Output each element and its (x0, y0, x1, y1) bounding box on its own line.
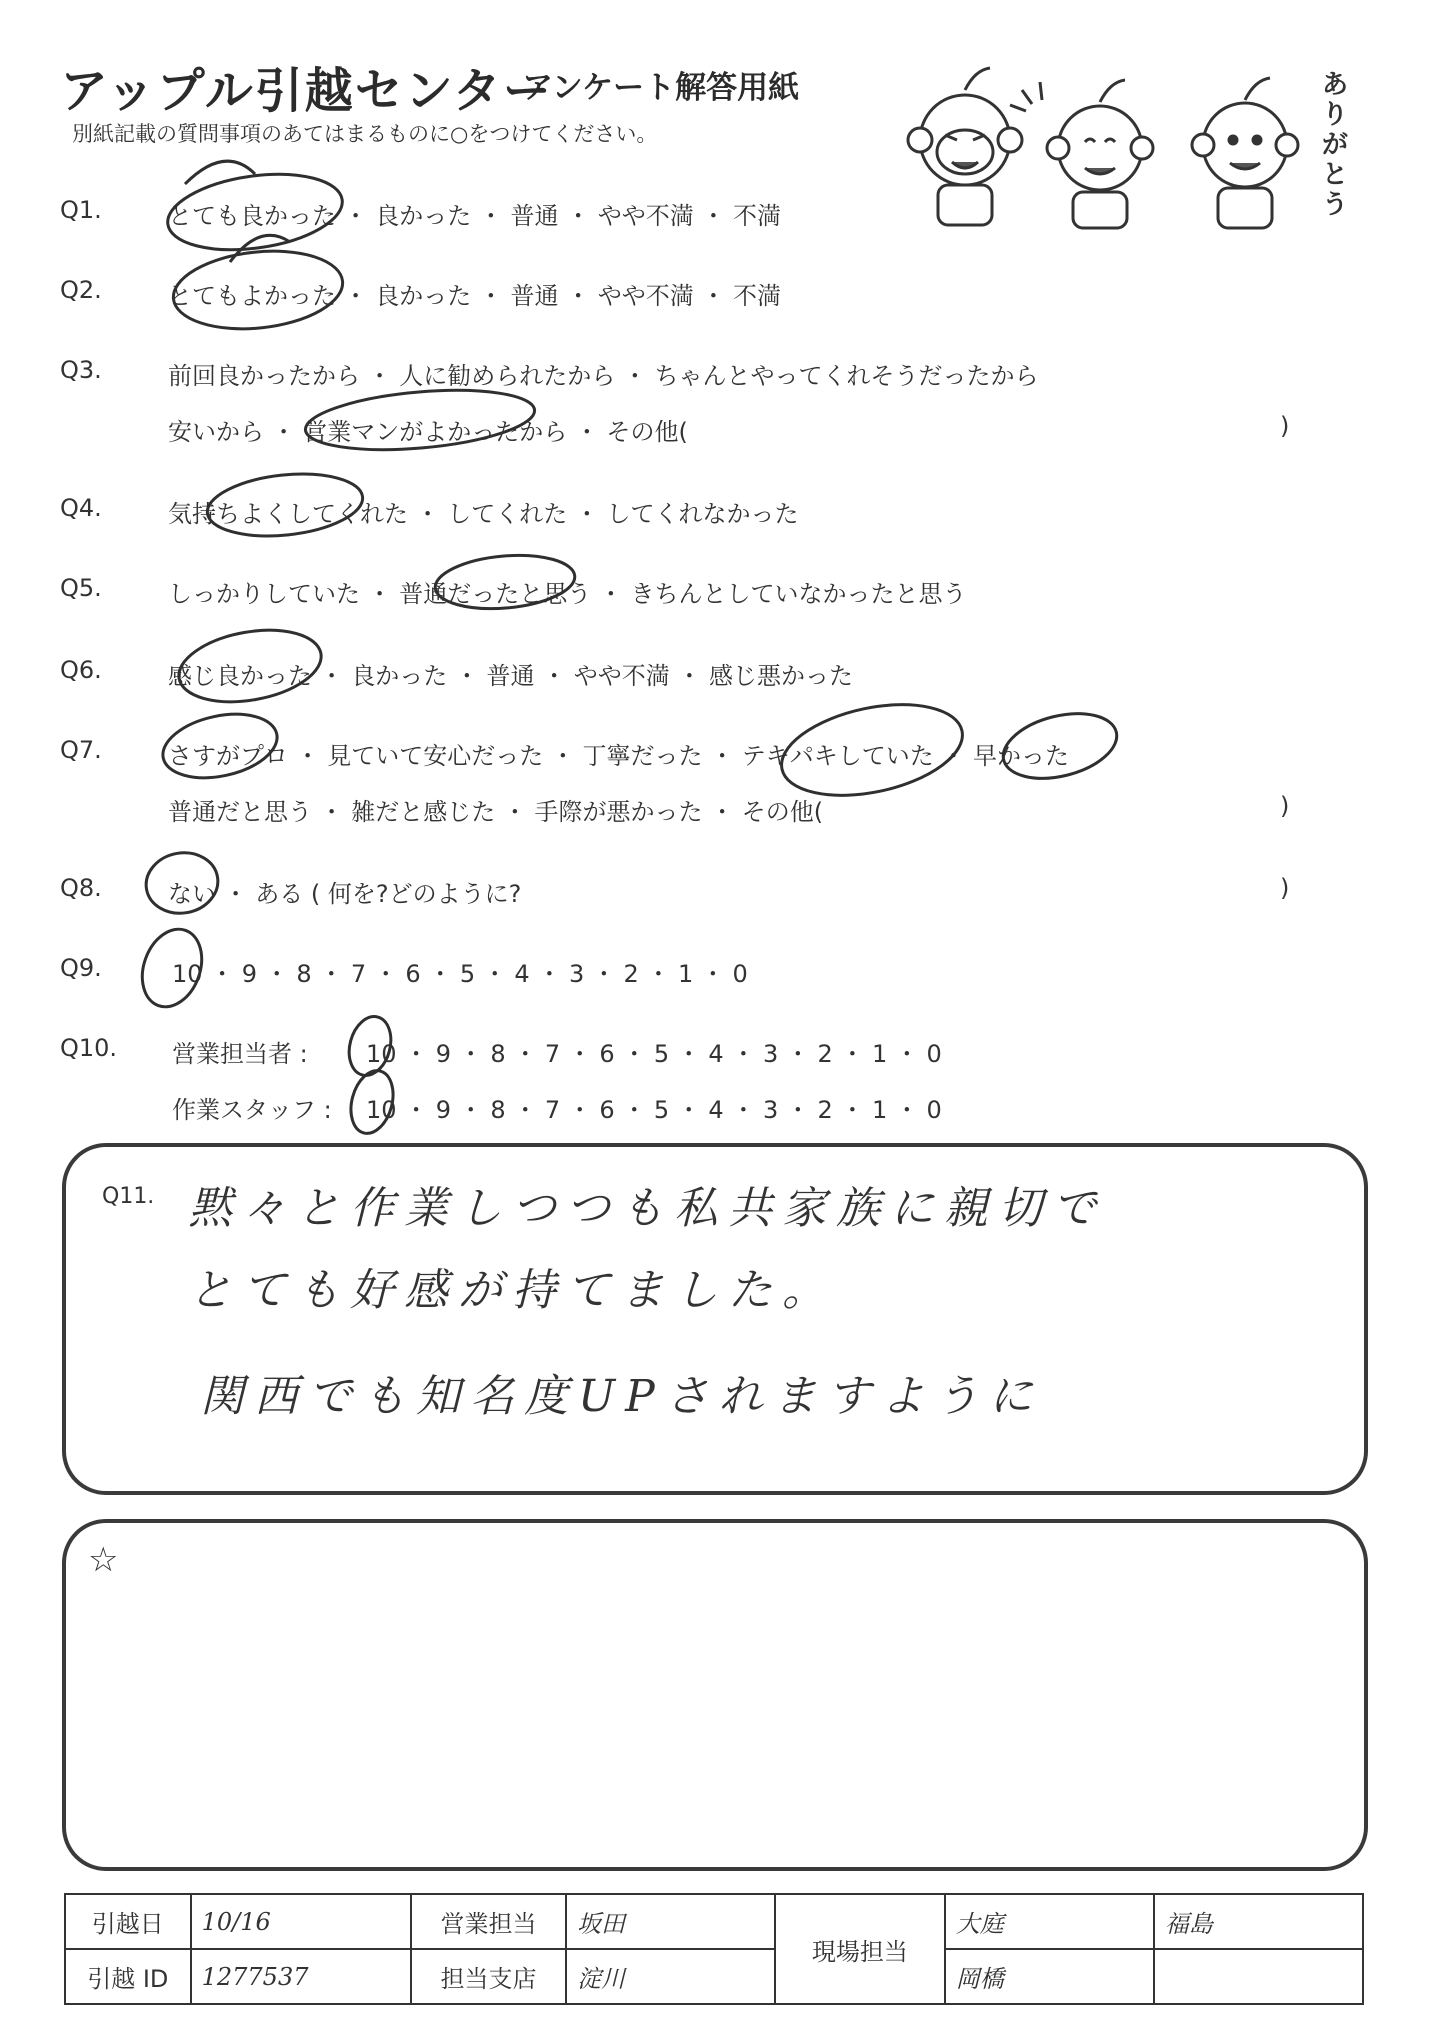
site-staff-3[interactable]: 岡橋 (945, 1949, 1154, 2004)
q4-label: Q4. (60, 494, 102, 522)
q7-options-line2[interactable]: 普通だと思う ・ 雑だと感じた ・ 手際が悪かった ・ その他( (168, 798, 824, 826)
q8-close-paren: ) (1280, 874, 1290, 902)
q8-options[interactable]: ない ・ ある ( 何を?どのように? (168, 880, 522, 908)
form-subtitle: アンケート解答用紙 (522, 70, 800, 106)
q3-options-line2[interactable]: 安いから ・ 営業マンがよかったから ・ その他( (168, 418, 688, 446)
instruction-text: 別紙記載の質問事項のあてはまるものに○をつけてください。 (72, 122, 658, 146)
site-staff-4[interactable] (1154, 1949, 1363, 2004)
q11-answer-line-3[interactable]: 関西でも知名度UPされますように (200, 1371, 1043, 1422)
comment-box[interactable] (62, 1519, 1368, 1871)
q8-label: Q8. (60, 874, 102, 902)
q5-label: Q5. (60, 574, 102, 602)
q2-options[interactable]: とてもよかった ・ 良かった ・ 普通 ・ やや不満 ・ 不満 (168, 282, 782, 310)
sales-value[interactable]: 坂田 (566, 1894, 775, 1949)
q3-options[interactable]: 前回良かったから ・ 人に勧められたから ・ ちゃんとやってくれそうだったから (168, 362, 1039, 390)
q4-options[interactable]: 気持ちよくしてくれた ・ してくれた ・ してくれなかった (168, 500, 799, 528)
q9-scale[interactable]: 10 ・ 9 ・ 8 ・ 7 ・ 6 ・ 5 ・ 4 ・ 3 ・ 2 ・ 1 ・ 0 (172, 960, 748, 988)
q6-options[interactable]: 感じ良かった ・ 良かった ・ 普通 ・ やや不満 ・ 感じ悪かった (168, 662, 854, 690)
q5-options[interactable]: しっかりしていた ・ 普通だったと思う ・ きちんとしていなかったと思う (168, 580, 967, 608)
q10-sales-scale[interactable]: 10 ・ 9 ・ 8 ・ 7 ・ 6 ・ 5 ・ 4 ・ 3 ・ 2 ・ 1 ・ 0 (366, 1040, 942, 1068)
sales-label: 営業担当 (411, 1894, 566, 1949)
branch-value[interactable]: 淀川 (566, 1949, 775, 2004)
site-label: 現場担当 (775, 1894, 945, 2004)
footer-table (64, 1893, 1364, 2005)
q1-label: Q1. (60, 196, 102, 224)
q6-label: Q6. (60, 656, 102, 684)
q1-options[interactable]: とても良かった ・ 良かった ・ 普通 ・ やや不満 ・ 不満 (168, 202, 782, 230)
move-id-value[interactable]: 1277537 (191, 1949, 411, 2004)
q10-sales-label: 営業担当者 : (172, 1040, 308, 1068)
star-icon: ☆ (88, 1540, 119, 1580)
q7-options[interactable]: さすがプロ ・ 見ていて安心だった ・ 丁寧だった ・ テキパキしていた ・ 早かった (168, 742, 1070, 770)
thanks-text: ありがとう (1322, 70, 1349, 220)
monkey-icon (908, 68, 1022, 225)
branch-label: 担当支店 (411, 1949, 566, 2004)
move-date-label: 引越日 (65, 1894, 191, 1949)
q10-staff-scale[interactable]: 10 ・ 9 ・ 8 ・ 7 ・ 6 ・ 5 ・ 4 ・ 3 ・ 2 ・ 1 ・ 0 (366, 1096, 942, 1124)
q9-label: Q9. (60, 954, 102, 982)
q2-label: Q2. (60, 276, 102, 304)
move-id-label: 引越 ID (65, 1949, 191, 2004)
mascot-illustration (900, 60, 1320, 235)
q10-label: Q10. (60, 1034, 118, 1062)
q11-answer-line-2[interactable]: とても好感が持てました。 (188, 1265, 836, 1316)
site-staff-2[interactable]: 福島 (1154, 1894, 1363, 1949)
q3-label: Q3. (60, 356, 102, 384)
q11-label: Q11. (102, 1184, 155, 1209)
q3-close-paren: ) (1280, 412, 1290, 440)
q10-staff-label: 作業スタッフ : (172, 1096, 332, 1124)
site-staff-1[interactable]: 大庭 (945, 1894, 1154, 1949)
move-date-value[interactable]: 10/16 (191, 1894, 411, 1949)
q1-stroke (185, 161, 255, 184)
q7-label: Q7. (60, 736, 102, 764)
form-title: アップル引越センター (60, 63, 553, 119)
q11-answer-line-1[interactable]: 黙々と作業しつつも私共家族に親切で (188, 1183, 1106, 1234)
q7-close-paren: ) (1280, 792, 1290, 820)
